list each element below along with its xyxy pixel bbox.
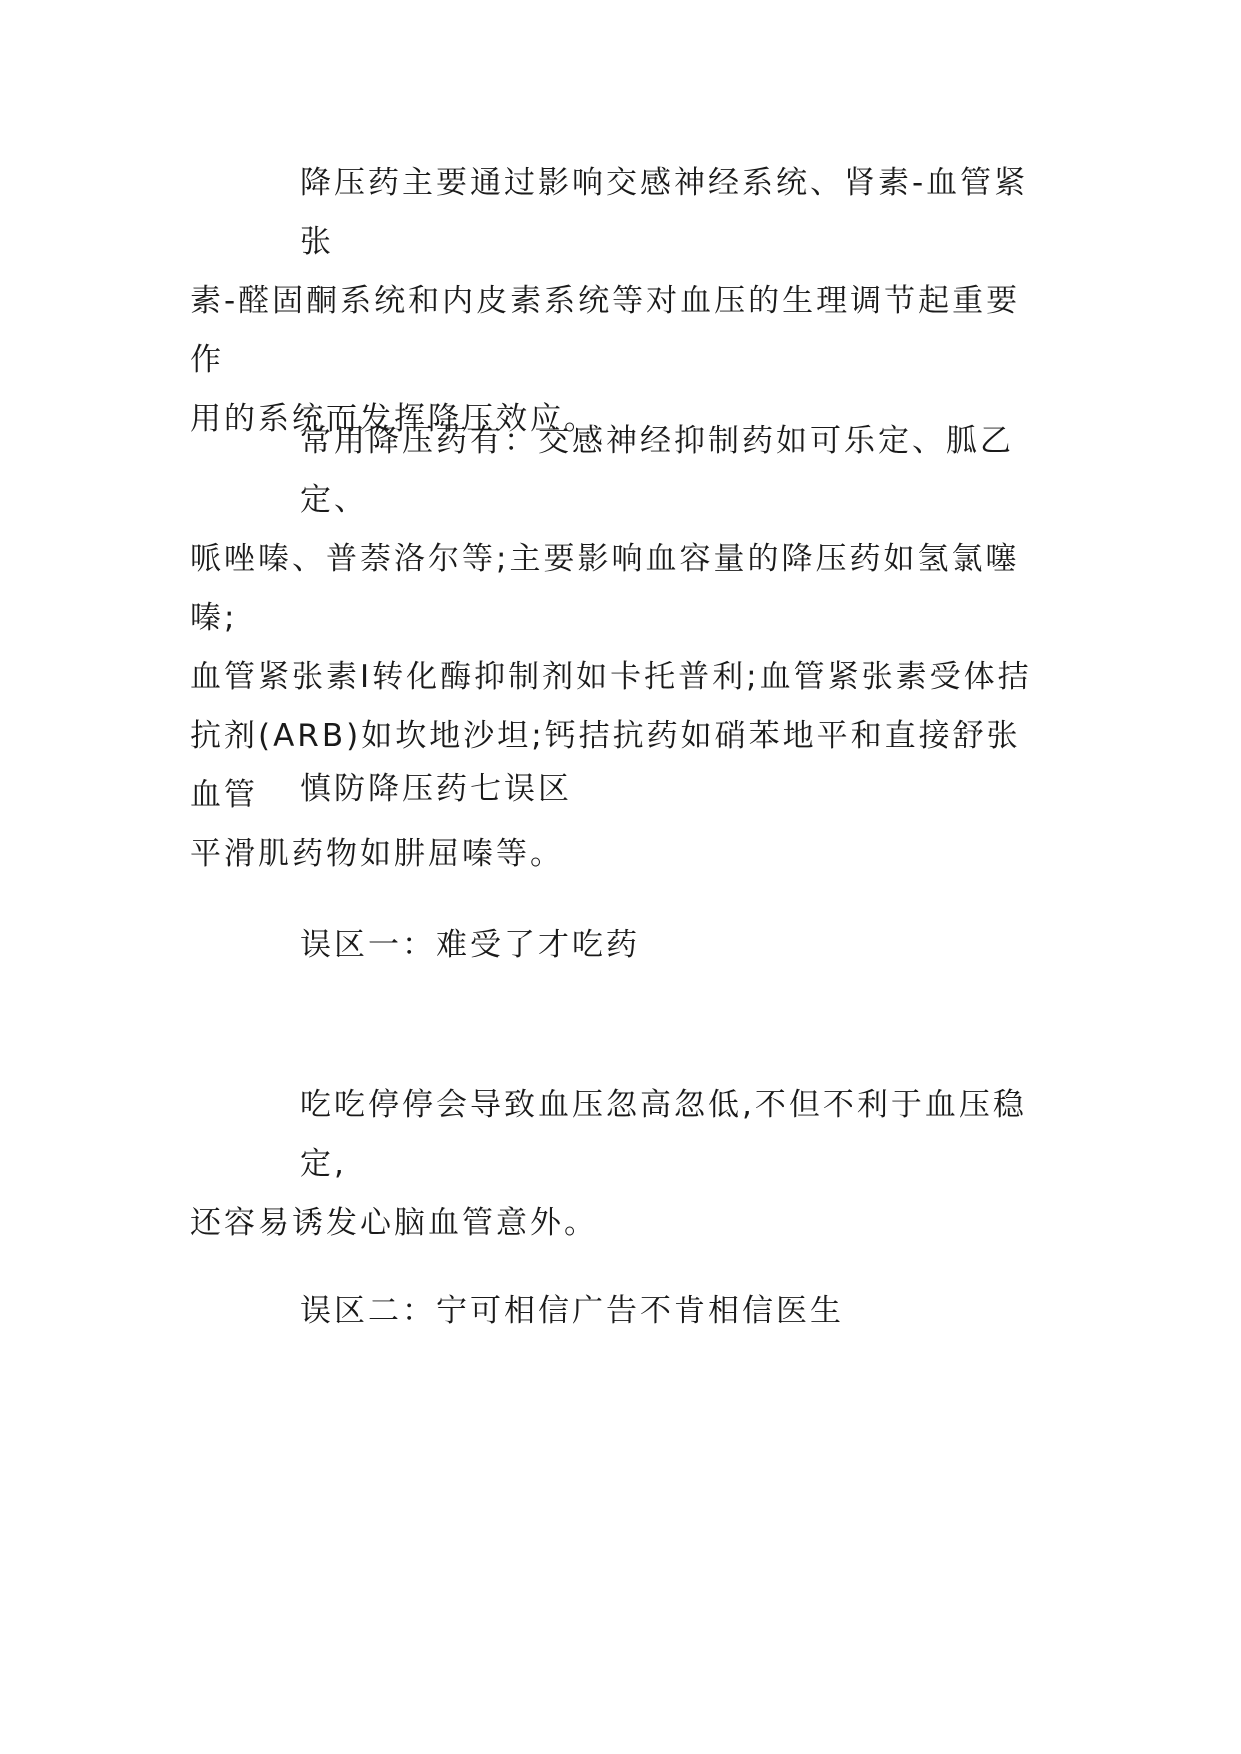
section-heading-myth-one: 误区一：难受了才吃药: [300, 927, 640, 963]
section-heading-seven-myths: 慎防降压药七误区: [300, 771, 572, 807]
paragraph-line: 哌唑嗪、普萘洛尔等;主要影响血容量的降压药如氢氯噻嗪;: [190, 541, 1020, 636]
paragraph-line: 降压药主要通过影响交感神经系统、肾素-血管紧张: [300, 165, 1029, 260]
paragraph-line: 还容易诱发心脑血管意外。: [190, 1205, 598, 1241]
paragraph-line: 抗剂(ARB)如坎地沙坦;钙拮抗药如硝苯地平和直接舒张血管: [190, 718, 1021, 813]
paragraph-line: 常用降压药有：交感神经抑制药如可乐定、胍乙定、: [300, 423, 1014, 518]
paragraph-line: 血管紧张素Ⅰ转化酶抑制剂如卡托普利;血管紧张素受体拮: [190, 659, 1032, 695]
paragraph-line: 吃吃停停会导致血压忽高忽低,不但不利于血压稳定,: [300, 1087, 1027, 1182]
paragraph-myth-one-explanation: [190, 1076, 1050, 1253]
paragraph-line: 素-醛固酮系统和内皮素系统等对血压的生理调节起重要作: [190, 283, 1021, 378]
paragraph-line: 用的系统而发挥降压效应。: [190, 401, 598, 437]
paragraph-mechanism: [190, 154, 1050, 449]
paragraph-line: 平滑肌药物如肼屈嗪等。: [190, 836, 564, 872]
section-heading-myth-two: 误区二：宁可相信广告不肯相信医生: [300, 1293, 844, 1329]
